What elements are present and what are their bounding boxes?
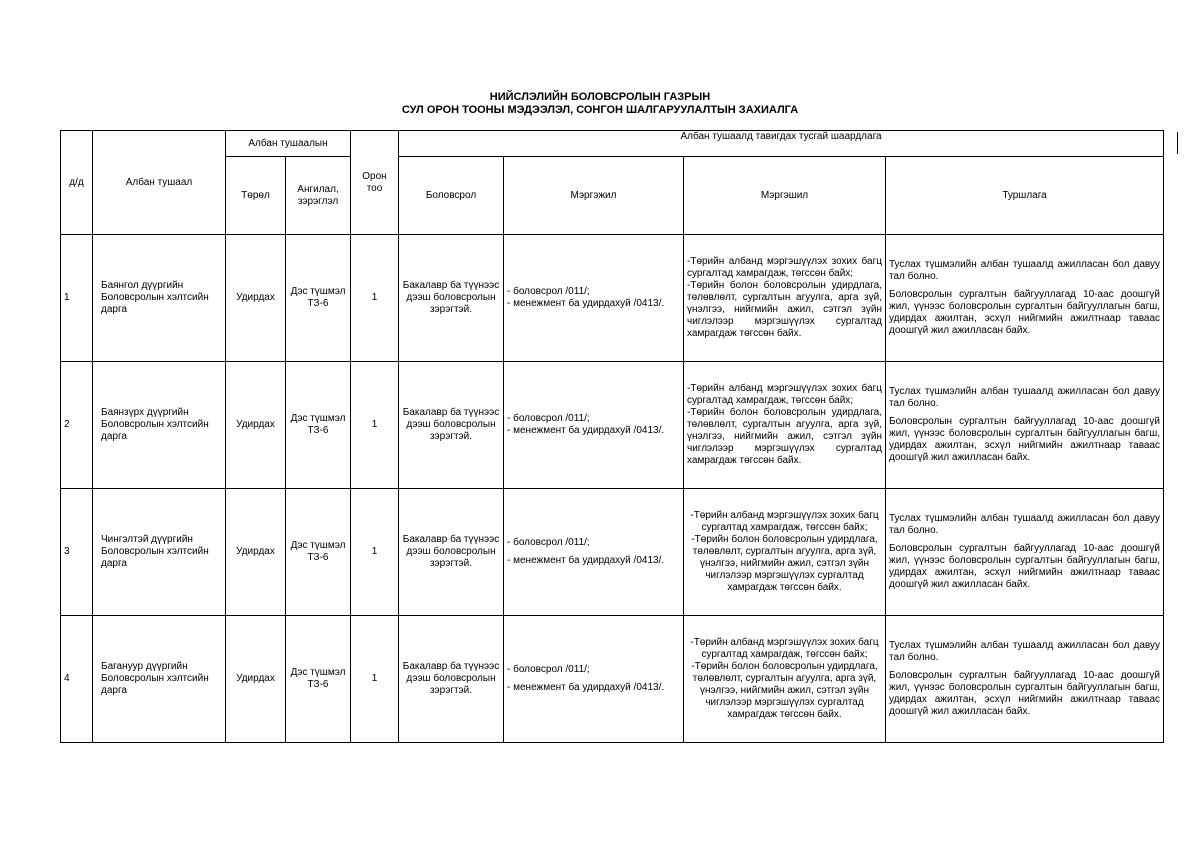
row-type: Удирдах — [226, 616, 286, 743]
row-rank: Дэс түшмэл ТЗ-6 — [286, 616, 351, 743]
header-experience: Туршлага — [886, 157, 1164, 235]
header-num: д/д — [61, 131, 93, 235]
row-num: 2 — [61, 362, 93, 489]
header-row-1 — [61, 131, 1164, 157]
profession-line-1: - боловсрол /011/; — [507, 286, 590, 297]
row-profession — [504, 616, 684, 743]
row-position: Баянзүрх дүүргийн Боловсролын хэлтсийн дарга — [93, 362, 226, 489]
row-profession — [504, 489, 684, 616]
experience-line-1: Туслах түшмэлийн албан тушаалд ажилласан бол давуу тал болно. — [889, 259, 1161, 282]
header-profession: Мэргэжил — [504, 157, 684, 235]
row-slots: 1 — [351, 235, 399, 362]
row-experience — [886, 362, 1164, 489]
skill-line-1: -Төрийн албанд мэргэшүүлэх зохих багц сургалтад хамрагдаж, төгссөн байх; — [690, 637, 879, 660]
experience-line-2: Боловсролын сургалтын байгууллагад 10-аас доошгүй жил, үүнээс боловсролын сургалтын байгууллагын багш, удирдах ажилтан, эсхүл нийгмийн ажилтнаар таваас доошгүй жил ажилласан байх. — [889, 670, 1161, 717]
profession-line-1: - боловсрол /011/; — [507, 413, 590, 424]
profession-line-2: - менежмент ба удирдахуй /0413/. — [507, 682, 665, 693]
row-slots: 1 — [351, 489, 399, 616]
header-requirements: Албан тушаалд тавигдах тусгай шаардлага — [399, 131, 1164, 157]
row-position: Багануур дүүргийн Боловсролын хэлтсийн дарга — [93, 616, 226, 743]
row-education: Бакалавр ба түүнээс дээш боловсролын зэрэгтэй. — [399, 616, 504, 743]
table-row — [61, 362, 1164, 489]
header-education: Боловсрол — [399, 157, 504, 235]
experience-line-2: Боловсролын сургалтын байгууллагад 10-аас доошгүй жил, үүнээс боловсролын сургалтын байгууллагын багш, удирдах ажилтан, эсхүл нийгмийн ажилтнаар таваас доошгүй жил ажилласан байх. — [889, 543, 1161, 590]
header-slots: Орон тоо — [351, 131, 399, 235]
row-education: Бакалавр ба түүнээс дээш боловсролын зэрэгтэй. — [399, 489, 504, 616]
profession-line-2: - менежмент ба удирдахуй /0413/. — [507, 298, 665, 309]
table-row — [61, 235, 1164, 362]
row-rank: Дэс түшмэл ТЗ-6 — [286, 489, 351, 616]
row-experience — [886, 616, 1164, 743]
skill-line-2: -Төрийн болон боловсролын удирдлага, төлөвлөлт, сургалтын агуулга, арга зүй, үнэлгээ, нийгмийн ажил, сэтгэл зүйн чиглэлээр мэргэшүүлэх сургалтад хамрагдаж төгссөн байх. — [687, 280, 882, 339]
profession-line-1: - боловсрол /011/; — [507, 664, 590, 675]
row-position: Чингэлтэй дүүргийн Боловсролын хэлтсийн дарга — [93, 489, 226, 616]
experience-line-2: Боловсролын сургалтын байгууллагад 10-аас доошгүй жил, үүнээс боловсролын сургалтын байгууллагын багш, удирдах ажилтан, эсхүл нийгмийн ажилтнаар таваас доошгүй жил ажилласан байх. — [889, 289, 1161, 336]
skill-line-2: -Төрийн болон боловсролын удирдлага, төлөвлөлт, сургалтын агуулга, арга зүй, үнэлгээ, нийгмийн ажил, сэтгэл зүйн чиглэлээр мэргэшүүлэх сургалтад хамрагдаж төгссөн байх. — [687, 407, 882, 466]
profession-line-1: - боловсрол /011/; — [507, 537, 590, 548]
page-edge-mark — [1177, 132, 1178, 154]
header-rank: Ангилал, зэрэглэл — [286, 157, 351, 235]
row-education: Бакалавр ба түүнээс дээш боловсролын зэрэгтэй. — [399, 235, 504, 362]
row-num: 1 — [61, 235, 93, 362]
table-row — [61, 489, 1164, 616]
row-num: 4 — [61, 616, 93, 743]
row-skill — [684, 235, 886, 362]
row-skill — [684, 489, 886, 616]
skill-line-1: -Төрийн албанд мэргэшүүлэх зохих багц сургалтад хамрагдаж, төгссөн байх; — [690, 510, 879, 533]
title-line-2: СУЛ ОРОН ТООНЫ МЭДЭЭЛЭЛ, СОНГОН ШАЛГАРУУЛАЛТЫН ЗАХИАЛГА — [401, 104, 799, 116]
experience-line-1: Туслах түшмэлийн албан тушаалд ажилласан бол давуу тал болно. — [889, 513, 1161, 536]
header-skill: Мэргэшил — [684, 157, 886, 235]
header-position-group: Албан тушаалын — [226, 131, 351, 157]
header-row-2 — [61, 157, 1164, 235]
row-profession — [504, 235, 684, 362]
row-skill — [684, 616, 886, 743]
row-experience — [886, 489, 1164, 616]
row-skill — [684, 362, 886, 489]
skill-line-2: -Төрийн болон боловсролын удирдлага, төлөвлөлт, сургалтын агуулга, арга зүй, үнэлгээ, нийгмийн ажил, сэтгэл зүйн чиглэлээр мэргэшүүлэх сургалтад хамрагдаж төгссөн байх. — [691, 534, 878, 593]
experience-line-2: Боловсролын сургалтын байгууллагад 10-аас доошгүй жил, үүнээс боловсролын сургалтын байгууллагын багш, удирдах ажилтан, эсхүл нийгмийн ажилтнаар таваас доошгүй жил ажилласан байх. — [889, 416, 1161, 463]
table-row — [61, 616, 1164, 743]
skill-line-1: -Төрийн албанд мэргэшүүлэх зохих багц сургалтад хамрагдаж, төгссөн байх; — [687, 383, 882, 406]
profession-line-2: - менежмент ба удирдахуй /0413/. — [507, 555, 665, 566]
row-education: Бакалавр ба түүнээс дээш боловсролын зэрэгтэй. — [399, 362, 504, 489]
title-line-1: НИЙСЛЭЛИЙН БОЛОВСРОЛЫН ГАЗРЫН — [489, 91, 711, 103]
row-num: 3 — [61, 489, 93, 616]
row-type: Удирдах — [226, 489, 286, 616]
document-title — [0, 91, 1200, 117]
row-type: Удирдах — [226, 235, 286, 362]
header-position: Албан тушаал — [93, 131, 226, 235]
experience-line-1: Туслах түшмэлийн албан тушаалд ажилласан бол давуу тал болно. — [889, 386, 1161, 409]
row-slots: 1 — [351, 362, 399, 489]
row-position: Баянгол дүүргийн Боловсролын хэлтсийн дарга — [93, 235, 226, 362]
vacancy-table — [60, 130, 1164, 743]
row-profession — [504, 362, 684, 489]
row-slots: 1 — [351, 616, 399, 743]
row-type: Удирдах — [226, 362, 286, 489]
experience-line-1: Туслах түшмэлийн албан тушаалд ажилласан бол давуу тал болно. — [889, 640, 1161, 663]
row-rank: Дэс түшмэл ТЗ-6 — [286, 235, 351, 362]
profession-line-2: - менежмент ба удирдахуй /0413/. — [507, 425, 665, 436]
skill-line-2: -Төрийн болон боловсролын удирдлага, төлөвлөлт, сургалтын агуулга, арга зүй, үнэлгээ, нийгмийн ажил, сэтгэл зүйн чиглэлээр мэргэшүүлэх сургалтад хамрагдаж төгссөн байх. — [691, 661, 878, 720]
skill-line-1: -Төрийн албанд мэргэшүүлэх зохих багц сургалтад хамрагдаж, төгссөн байх; — [687, 256, 882, 279]
row-experience — [886, 235, 1164, 362]
row-rank: Дэс түшмэл ТЗ-6 — [286, 362, 351, 489]
header-type: Төрөл — [226, 157, 286, 235]
